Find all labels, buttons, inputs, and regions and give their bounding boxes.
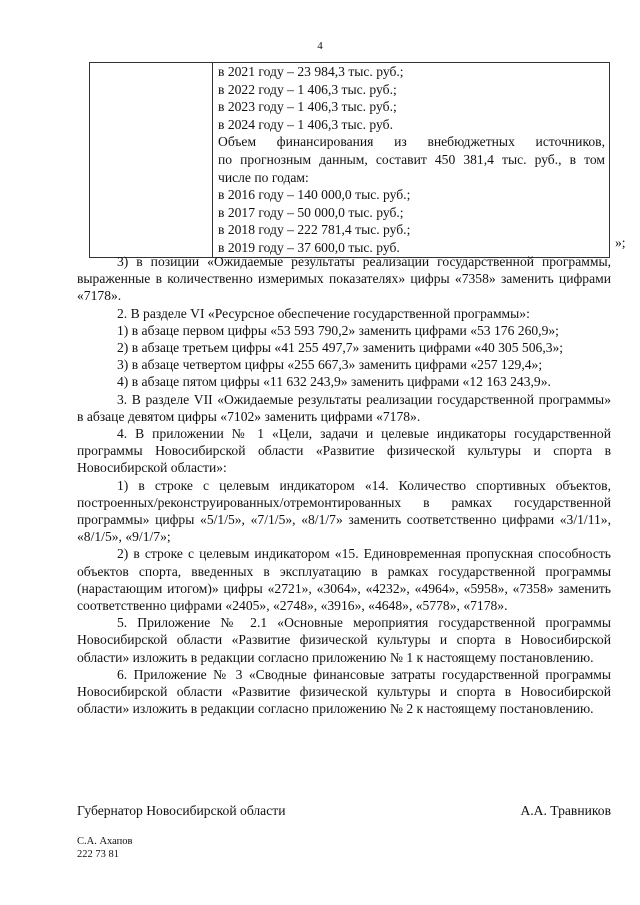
financing-line: в 2016 году – 140 000,0 тыс. руб.; bbox=[218, 187, 411, 203]
financing-line: в 2024 году – 1 406,3 тыс. руб. bbox=[218, 116, 393, 132]
paragraph: 3. В разделе VII «Ожидаемые результаты реализации государственной программы» в абзаце девятом цифры «7102» заменить цифрами «7178». bbox=[77, 391, 611, 424]
extrabudget-text: числе по годам: bbox=[218, 169, 309, 185]
paragraph: 1) в строке с целевым индикатором «14. Количество спортивных объектов, построенных/реконструированных/отремонтированных в рамках государственной программы» цифры «5/1/5», «7/1/5», «8/1/7» заменить соответственно цифрами «3/1/11», «8/1/5», «9/1/7»; bbox=[77, 477, 611, 545]
financing-line: в 2019 году – 37 600,0 тыс. руб. bbox=[218, 239, 400, 255]
table-right-cell bbox=[213, 63, 610, 258]
executor-name: С.А. Ахапов bbox=[77, 836, 133, 847]
paragraph: 6. Приложение № 3 «Сводные финансовые затраты государственной программы Новосибирской области «Развитие физической культуры и спорта в Новосибирской области» изложить в редакции согласно приложению № 2 к настоящему постановлению. bbox=[77, 666, 611, 717]
signatory-position: Губернатор Новосибирской области bbox=[77, 803, 286, 818]
paragraph: 1) в абзаце первом цифры «53 593 790,2» заменить цифрами «53 176 260,9»; bbox=[117, 322, 559, 338]
paragraph: 4) в абзаце пятом цифры «11 632 243,9» заменить цифрами «12 163 243,9». bbox=[117, 374, 551, 390]
paragraph: 2) в абзаце третьем цифры «41 255 497,7» заменить цифрами «40 305 506,3»; bbox=[117, 340, 564, 356]
financing-line: в 2021 году – 23 984,3 тыс. руб.; bbox=[218, 64, 404, 79]
paragraph: 5. Приложение № 2.1 «Основные мероприятия государственной программы Новосибирской области «Развитие физической культуры и спорта в Новосибирской области» изложить в редакции согласно приложению № 1 к настоящему постановлению. bbox=[77, 615, 611, 665]
paragraph: 3) в абзаце четвертом цифры «255 667,3» заменить цифрами «257 129,4»; bbox=[117, 357, 543, 373]
financing-line: в 2017 году – 50 000,0 тыс. руб.; bbox=[218, 204, 404, 220]
extrabudget-text: Объем финансирования из внебюджетных источников, bbox=[218, 134, 605, 150]
financing-line: в 2018 году – 222 781,4 тыс. руб.; bbox=[218, 222, 411, 238]
financing-line: в 2022 году – 1 406,3 тыс. руб.; bbox=[218, 81, 397, 97]
signatory-name: А.А. Травников bbox=[520, 803, 611, 818]
table-left-cell bbox=[90, 63, 213, 258]
financing-line: в 2023 году – 1 406,3 тыс. руб.; bbox=[218, 99, 397, 115]
extrabudget-text: по прогнозным данным, составит 450 381,4 тыс. руб., в том bbox=[218, 151, 605, 167]
paragraph: 4. В приложении № 1 «Цели, задачи и целевые индикаторы государственной программы Новосибирской области «Развитие физической культуры и спорта в Новосибирской области»: bbox=[77, 426, 611, 476]
paragraph: 3) в позиции «Ожидаемые результаты реализации государственной программы, выраженные в количественно измеримых показателях» цифры «7358» заменить цифрами «7178». bbox=[77, 254, 611, 304]
paragraph: 2) в строке с целевым индикатором «15. Единовременная пропускная способность объектов спорта, введенных в эксплуатацию в рамках государственной программы (нарастающим итогом)» цифры «2721», «3064», «4232», «4964», «5958», «7358» заменить соответственно цифрами «2405», «2748», «3916», «4648», «5778», «7178». bbox=[77, 546, 611, 614]
financing-table bbox=[89, 62, 610, 258]
page-number: 4 bbox=[317, 40, 323, 52]
document-body bbox=[77, 253, 611, 717]
closing-quote: »; bbox=[615, 235, 626, 250]
paragraph: 2. В разделе VI «Ресурсное обеспечение государственной программы»: bbox=[117, 305, 530, 321]
executor-phone: 222 73 81 bbox=[77, 849, 119, 860]
